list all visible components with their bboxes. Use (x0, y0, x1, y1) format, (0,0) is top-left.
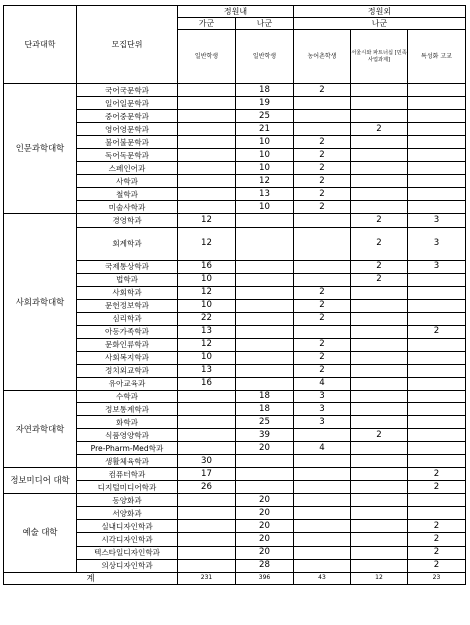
general-ga-cell (178, 442, 236, 455)
quota-table (3, 5, 466, 585)
general-ga-cell (178, 97, 236, 110)
general-ga-cell (178, 123, 236, 136)
special-cell: 2 (408, 533, 466, 546)
general-na-cell (236, 299, 294, 312)
college-name: 예술 대학 (4, 494, 77, 572)
partnership-cell (351, 136, 408, 149)
total-farm: 43 (294, 572, 351, 584)
general-na-cell: 39 (236, 429, 294, 442)
partnership-cell (351, 520, 408, 533)
partnership-cell (351, 533, 408, 546)
general-na-cell: 10 (236, 162, 294, 175)
general-na-cell: 18 (236, 390, 294, 402)
general-na-cell: 10 (236, 136, 294, 149)
general-ga-cell: 26 (178, 481, 236, 494)
total-partner: 12 (351, 572, 408, 584)
general-ga-cell: 10 (178, 351, 236, 364)
partnership-cell (351, 402, 408, 415)
special-cell (408, 286, 466, 299)
general-na-cell (236, 214, 294, 227)
general-na-cell (236, 273, 294, 286)
farm-cell (294, 123, 351, 136)
special-cell (408, 494, 466, 507)
special-cell (408, 175, 466, 188)
unit-name: 철학과 (77, 188, 178, 201)
unit-name: 의상디자인학과 (77, 559, 178, 572)
special-cell (408, 136, 466, 149)
general-ga-cell (178, 136, 236, 149)
total-label: 계 (4, 572, 178, 584)
unit-name: 화학과 (77, 416, 178, 429)
unit-name: 회계학과 (77, 227, 178, 260)
partnership-cell (351, 286, 408, 299)
general-na-cell (236, 325, 294, 338)
partnership-cell (351, 416, 408, 429)
header-sub-ga: 가군 (178, 18, 236, 30)
general-ga-cell: 13 (178, 325, 236, 338)
special-cell: 2 (408, 468, 466, 481)
general-na-cell (236, 377, 294, 390)
special-cell (408, 149, 466, 162)
partnership-cell: 2 (351, 260, 408, 273)
general-na-cell: 20 (236, 546, 294, 559)
farm-cell: 4 (294, 442, 351, 455)
unit-name: 생활체육학과 (77, 455, 178, 468)
farm-cell (294, 468, 351, 481)
general-ga-cell: 13 (178, 364, 236, 377)
farm-cell: 2 (294, 286, 351, 299)
general-na-cell: 18 (236, 402, 294, 415)
farm-cell (294, 546, 351, 559)
unit-name: Pre-Pharm-Med학과 (77, 442, 178, 455)
partnership-cell: 2 (351, 429, 408, 442)
header-unit: 모집단위 (77, 6, 178, 84)
header-sub-na: 나군 (236, 18, 294, 30)
partnership-cell (351, 84, 408, 97)
special-cell (408, 390, 466, 402)
unit-name: 정치외교학과 (77, 364, 178, 377)
general-ga-cell (178, 84, 236, 97)
unit-name: 서양화과 (77, 507, 178, 520)
farm-cell (294, 559, 351, 572)
unit-name: 정보통계학과 (77, 402, 178, 415)
special-cell (408, 84, 466, 97)
general-ga-cell: 12 (178, 214, 236, 227)
partnership-cell (351, 546, 408, 559)
header-group-outside: 정원외 (294, 6, 466, 18)
general-ga-cell: 10 (178, 299, 236, 312)
table-row (4, 214, 466, 227)
partnership-cell (351, 455, 408, 468)
farm-cell (294, 260, 351, 273)
partnership-cell (351, 390, 408, 402)
general-ga-cell: 16 (178, 377, 236, 390)
college-name: 정보미디어 대학 (4, 468, 77, 494)
unit-name: 시각디자인학과 (77, 533, 178, 546)
special-cell (408, 201, 466, 214)
general-ga-cell (178, 149, 236, 162)
general-na-cell: 20 (236, 494, 294, 507)
farm-cell: 2 (294, 188, 351, 201)
unit-name: 사회복지학과 (77, 351, 178, 364)
general-na-cell: 20 (236, 533, 294, 546)
farm-cell (294, 507, 351, 520)
farm-cell (294, 533, 351, 546)
general-na-cell (236, 260, 294, 273)
partnership-cell (351, 442, 408, 455)
unit-name: 사학과 (77, 175, 178, 188)
general-na-cell (236, 286, 294, 299)
unit-name: 국제통상학과 (77, 260, 178, 273)
table-row (4, 390, 466, 402)
partnership-cell: 2 (351, 214, 408, 227)
partnership-cell (351, 312, 408, 325)
general-na-cell (236, 364, 294, 377)
general-ga-cell: 16 (178, 260, 236, 273)
unit-name: 일어일문학과 (77, 97, 178, 110)
special-cell (408, 455, 466, 468)
general-na-cell (236, 481, 294, 494)
farm-cell (294, 325, 351, 338)
general-na-cell: 20 (236, 507, 294, 520)
general-ga-cell (178, 507, 236, 520)
special-cell (408, 338, 466, 351)
general-na-cell: 28 (236, 559, 294, 572)
unit-name: 실내디자인학과 (77, 520, 178, 533)
unit-name: 디지털미디어학과 (77, 481, 178, 494)
general-na-cell (236, 338, 294, 351)
partnership-cell (351, 494, 408, 507)
header-general-ga: 일반학생 (178, 30, 236, 84)
farm-cell (294, 494, 351, 507)
farm-cell: 2 (294, 312, 351, 325)
special-cell (408, 402, 466, 415)
header-partnership: 서울시와 파트너십 [민족 사업과제] (351, 30, 408, 84)
special-cell (408, 429, 466, 442)
unit-name: 사회학과 (77, 286, 178, 299)
unit-name: 수학과 (77, 390, 178, 402)
special-cell (408, 97, 466, 110)
general-na-cell: 13 (236, 188, 294, 201)
unit-name: 동양화과 (77, 494, 178, 507)
unit-name: 유아교육과 (77, 377, 178, 390)
farm-cell: 2 (294, 364, 351, 377)
unit-name: 심리학과 (77, 312, 178, 325)
general-ga-cell: 12 (178, 286, 236, 299)
farm-cell: 2 (294, 201, 351, 214)
general-ga-cell (178, 559, 236, 572)
special-cell (408, 364, 466, 377)
special-cell: 2 (408, 559, 466, 572)
general-na-cell (236, 468, 294, 481)
general-ga-cell: 12 (178, 338, 236, 351)
general-ga-cell (178, 175, 236, 188)
unit-name: 미술사학과 (77, 201, 178, 214)
general-ga-cell (178, 429, 236, 442)
farm-cell (294, 97, 351, 110)
general-na-cell: 10 (236, 201, 294, 214)
special-cell: 2 (408, 520, 466, 533)
header-group-inside: 정원내 (178, 6, 294, 18)
farm-cell (294, 455, 351, 468)
farm-cell: 2 (294, 136, 351, 149)
header-general-na: 일반학생 (236, 30, 294, 84)
college-name: 인문과학대학 (4, 84, 77, 214)
college-name: 사회과학대학 (4, 214, 77, 391)
admission-quota-table (3, 5, 465, 585)
unit-name: 독어독문학과 (77, 149, 178, 162)
farm-cell: 2 (294, 162, 351, 175)
unit-name: 식품영양학과 (77, 429, 178, 442)
farm-cell: 2 (294, 338, 351, 351)
general-ga-cell (178, 110, 236, 123)
general-ga-cell: 12 (178, 227, 236, 260)
special-cell: 3 (408, 260, 466, 273)
partnership-cell: 2 (351, 123, 408, 136)
total-na: 396 (236, 572, 294, 584)
farm-cell: 3 (294, 402, 351, 415)
farm-cell: 3 (294, 416, 351, 429)
special-cell (408, 442, 466, 455)
partnership-cell (351, 110, 408, 123)
special-cell (408, 507, 466, 520)
partnership-cell: 2 (351, 227, 408, 260)
general-ga-cell: 17 (178, 468, 236, 481)
partnership-cell (351, 162, 408, 175)
partnership-cell (351, 175, 408, 188)
college-name: 자연과학대학 (4, 390, 77, 467)
general-ga-cell (178, 390, 236, 402)
partnership-cell (351, 507, 408, 520)
partnership-cell (351, 97, 408, 110)
general-ga-cell: 30 (178, 455, 236, 468)
partnership-cell (351, 149, 408, 162)
table-row (4, 84, 466, 97)
general-ga-cell (178, 416, 236, 429)
unit-name: 법학과 (77, 273, 178, 286)
general-na-cell (236, 227, 294, 260)
general-ga-cell (178, 402, 236, 415)
farm-cell: 4 (294, 377, 351, 390)
farm-cell (294, 110, 351, 123)
special-cell (408, 312, 466, 325)
special-cell (408, 273, 466, 286)
partnership-cell (351, 325, 408, 338)
partnership-cell (351, 201, 408, 214)
farm-cell (294, 227, 351, 260)
partnership-cell (351, 188, 408, 201)
general-na-cell: 21 (236, 123, 294, 136)
header-sub-na-outside: 나군 (294, 18, 466, 30)
general-ga-cell (178, 494, 236, 507)
general-na-cell (236, 351, 294, 364)
partnership-cell (351, 559, 408, 572)
table-row (4, 468, 466, 481)
special-cell (408, 110, 466, 123)
unit-name: 문화인류학과 (77, 338, 178, 351)
general-ga-cell (178, 201, 236, 214)
farm-cell (294, 429, 351, 442)
unit-name: 아동가족학과 (77, 325, 178, 338)
partnership-cell (351, 364, 408, 377)
partnership-cell: 2 (351, 273, 408, 286)
partnership-cell (351, 299, 408, 312)
special-cell (408, 188, 466, 201)
unit-name: 영어영문학과 (77, 123, 178, 136)
general-na-cell: 20 (236, 520, 294, 533)
unit-name: 중어중문학과 (77, 110, 178, 123)
general-na-cell: 20 (236, 442, 294, 455)
special-cell (408, 377, 466, 390)
farm-cell: 2 (294, 84, 351, 97)
header-farm: 농어촌학생 (294, 30, 351, 84)
partnership-cell (351, 377, 408, 390)
general-na-cell: 25 (236, 416, 294, 429)
special-cell: 2 (408, 325, 466, 338)
farm-cell: 2 (294, 149, 351, 162)
special-cell: 3 (408, 227, 466, 260)
unit-name: 텍스타일디자인학과 (77, 546, 178, 559)
farm-cell: 2 (294, 351, 351, 364)
unit-name: 문헌정보학과 (77, 299, 178, 312)
general-na-cell: 12 (236, 175, 294, 188)
general-na-cell (236, 455, 294, 468)
special-cell (408, 351, 466, 364)
special-cell: 2 (408, 546, 466, 559)
unit-name: 국어국문학과 (77, 84, 178, 97)
farm-cell (294, 214, 351, 227)
general-ga-cell (178, 546, 236, 559)
general-ga-cell (178, 162, 236, 175)
general-ga-cell (178, 188, 236, 201)
total-special: 23 (408, 572, 466, 584)
general-na-cell (236, 312, 294, 325)
farm-cell (294, 520, 351, 533)
farm-cell (294, 481, 351, 494)
special-cell (408, 299, 466, 312)
table-row (4, 494, 466, 507)
general-na-cell: 10 (236, 149, 294, 162)
special-cell (408, 123, 466, 136)
farm-cell: 3 (294, 390, 351, 402)
general-na-cell: 25 (236, 110, 294, 123)
partnership-cell (351, 351, 408, 364)
farm-cell: 2 (294, 299, 351, 312)
special-cell (408, 416, 466, 429)
general-ga-cell (178, 533, 236, 546)
farm-cell (294, 273, 351, 286)
farm-cell: 2 (294, 175, 351, 188)
partnership-cell (351, 338, 408, 351)
unit-name: 불어불문학과 (77, 136, 178, 149)
general-ga-cell: 22 (178, 312, 236, 325)
header-special: 특성화 고교 (408, 30, 466, 84)
unit-name: 경영학과 (77, 214, 178, 227)
special-cell: 3 (408, 214, 466, 227)
special-cell (408, 162, 466, 175)
header-college: 단과대학 (4, 6, 77, 84)
unit-name: 스페인어과 (77, 162, 178, 175)
general-na-cell: 18 (236, 84, 294, 97)
total-ga: 231 (178, 572, 236, 584)
general-ga-cell: 10 (178, 273, 236, 286)
general-na-cell: 19 (236, 97, 294, 110)
unit-name: 컴퓨터학과 (77, 468, 178, 481)
partnership-cell (351, 481, 408, 494)
partnership-cell (351, 468, 408, 481)
total-row (4, 572, 466, 584)
special-cell: 2 (408, 481, 466, 494)
general-ga-cell (178, 520, 236, 533)
